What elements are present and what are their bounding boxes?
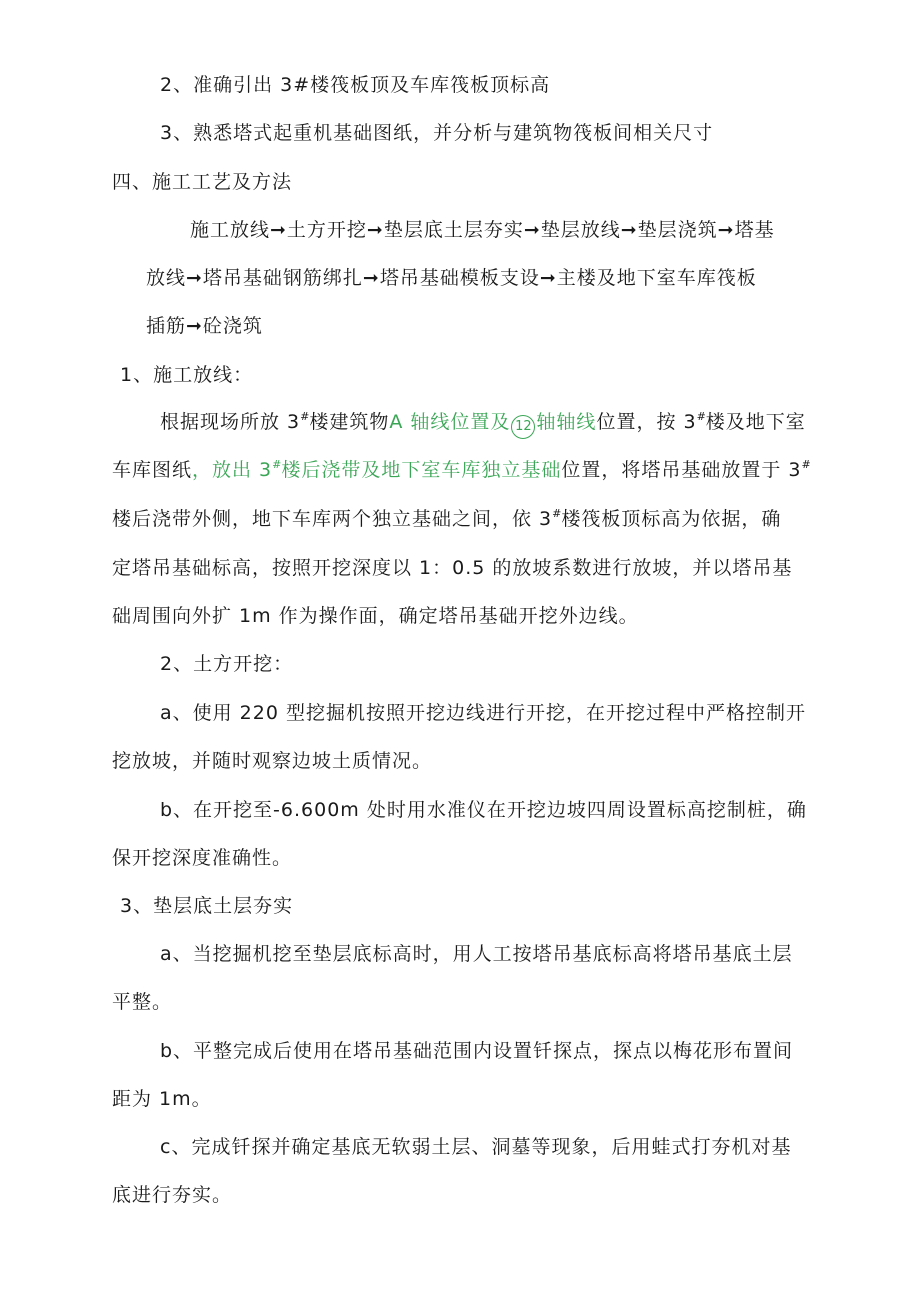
- section-heading-4: 四、施工工艺及方法: [112, 171, 293, 193]
- highlight-axis-line: 轴轴线: [536, 411, 597, 433]
- axis-12-circle: 12: [511, 415, 535, 439]
- flow-line-3: 插筋➞砼浇筑: [146, 315, 263, 337]
- item-e-line-1: c、完成钎探并确定基底无软弱土层、洞墓等现象，后用蛙式打夯机对基: [160, 1136, 792, 1158]
- item-b-line-1: b、在开挖至-6.600m 处时用水准仪在开挖边坡四周设置标高挖制桩，确: [160, 799, 807, 821]
- item-d-line-1: b、平整完成后使用在塔吊基础范围内设置钎探点，探点以梅花形布置间: [160, 1040, 794, 1062]
- item-a-line-1: a、使用 220 型挖掘机按照开挖边线进行开挖，在开挖过程中严格控制开: [160, 702, 806, 724]
- subheading-3: 3、垫层底土层夯实: [120, 895, 294, 917]
- item-c-line-1: a、当挖掘机挖至垫层底标高时，用人工按塔吊基底标高将塔吊基底土层: [160, 943, 793, 965]
- list-item-2: 2、准确引出 3#楼筏板顶及车库筏板顶标高: [160, 74, 551, 96]
- subheading-1: 1、施工放线：: [120, 364, 254, 386]
- item-d-line-2: 距为 1m。: [112, 1088, 212, 1110]
- flow-line-2: 放线➞塔吊基础钢筋绑扎➞塔吊基础模板支设➞主楼及地下室车库筏板: [146, 267, 757, 289]
- item-a-line-2: 挖放坡，并随时观察边坡土质情况。: [112, 750, 433, 772]
- paragraph-1-line-c: 楼后浇带外侧，地下车库两个独立基础之间，依 3#楼筏板顶标高为依据，确: [112, 507, 782, 530]
- subheading-2: 2、土方开挖：: [160, 653, 294, 675]
- item-b-line-2: 保开挖深度准确性。: [112, 847, 293, 869]
- flow-line-1: 施工放线➞土方开挖➞垫层底土层夯实➞垫层放线➞垫层浇筑➞塔基: [190, 219, 775, 241]
- highlight-foundation: 楼后浇带及地下室车库独立基础: [281, 459, 562, 481]
- item-e-line-2: 底进行夯实。: [112, 1184, 233, 1206]
- list-item-3: 3、熟悉塔式起重机基础图纸，并分析与建筑物筏板间相关尺寸: [160, 122, 714, 144]
- paragraph-1-line-a: 根据现场所放 3#楼建筑物A 轴线位置及 12 轴轴线位置，按 3#楼及地下室: [160, 410, 806, 439]
- paragraph-1-line-e: 础周围向外扩 1m 作为操作面，确定塔吊基础开挖外边线。: [112, 605, 639, 627]
- item-c-line-2: 平整。: [112, 991, 173, 1013]
- paragraph-1-line-b: 车库图纸，放出 3#楼后浇带及地下室车库独立基础位置，将塔吊基础放置于 3#: [112, 458, 811, 481]
- highlight-axis-a: A 轴线位置及: [389, 411, 511, 433]
- paragraph-1-line-d: 定塔吊基础标高，按照开挖深度以 1：0.5 的放坡系数进行放坡，并以塔吊基: [112, 557, 793, 579]
